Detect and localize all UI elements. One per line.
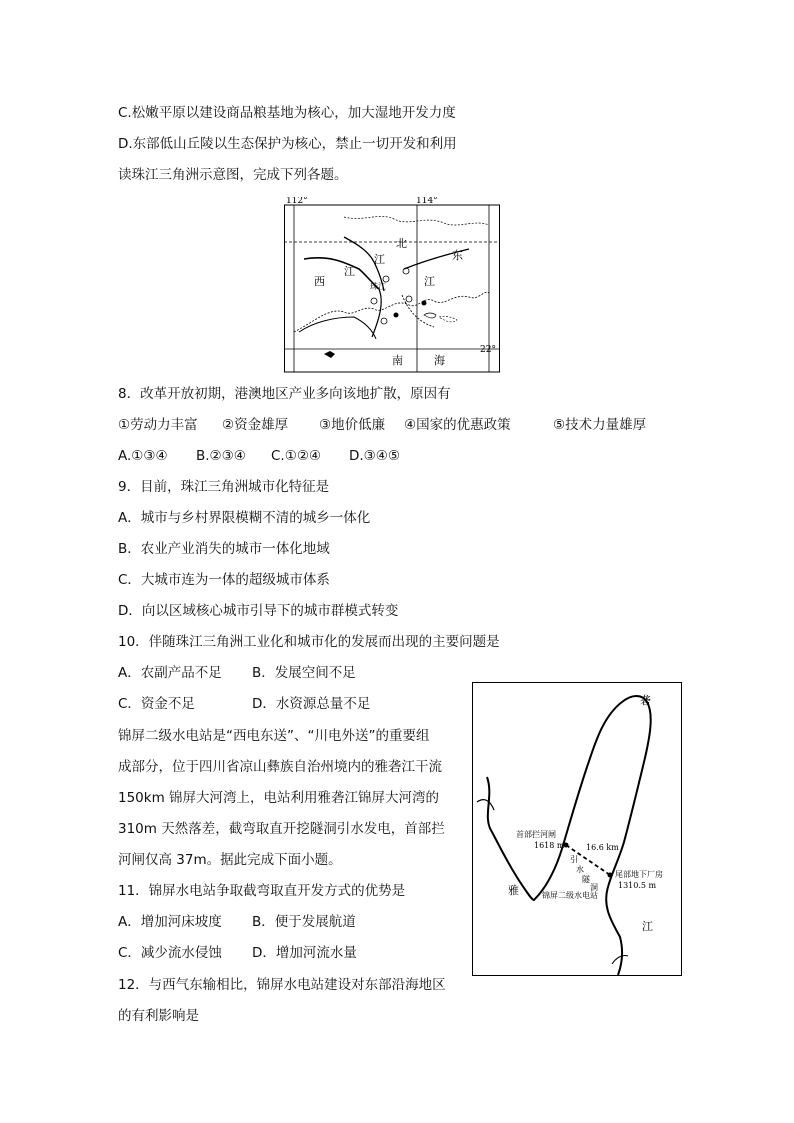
question-12-line-1: 12．与西气东输相比，锦屏水电站建设对东部沿海地区: [118, 977, 446, 993]
river-label-ya: 雅: [508, 884, 519, 897]
map-label-zhujiang: 珠江: [370, 282, 386, 291]
question-8-options: [118, 447, 400, 465]
q8-option-b: B.②③④: [196, 448, 246, 464]
longitude-112-label: 112°: [286, 197, 308, 206]
q8-item-1: ①劳动力丰富: [118, 417, 198, 433]
map-label-jiang-2: 江: [344, 265, 355, 278]
dam-elevation-label: 1618 m: [534, 841, 565, 850]
q9-option-b: B．农业产业消失的城市一体化地域: [118, 541, 330, 557]
question-11: 11．锦屏水电站争取截弯取直开发方式的优势是: [118, 883, 406, 899]
q11-option-b: B．便于发展航道: [252, 914, 356, 930]
q10-option-a: A．农副产品不足: [118, 665, 222, 681]
tunnel-length-label: 16.6 km: [586, 843, 619, 852]
passage-line-2: 成部分，位于四川省凉山彝族自治州境内的雅砻江干流: [118, 759, 442, 775]
q8-item-2: ②资金雄厚: [222, 417, 289, 433]
map-label-dong: 东: [452, 249, 463, 262]
pearl-river-delta-map: [284, 197, 500, 373]
question-10: 10．伴随珠江三角洲工业化和城市化的发展而出现的主要问题是: [118, 634, 500, 650]
question-11-options-row1: [118, 913, 356, 931]
river-label-long: 砻: [640, 694, 651, 707]
question-10-options-row2: [118, 695, 370, 713]
tunnel-char-4: 洞: [590, 883, 598, 892]
q8-item-5: ⑤技术力量雄厚: [553, 417, 647, 433]
passage-line-5: 河闸仅高 37m。据此完成下面小题。: [118, 852, 342, 868]
q11-option-a: A．增加河床坡度: [118, 914, 222, 930]
river-label-jiang: 江: [642, 920, 653, 933]
map-label-hai: 海: [434, 354, 445, 367]
question-11-options-row2: [118, 944, 357, 962]
map-label-jiang-3: 江: [424, 275, 435, 288]
map-label-xi: 西: [314, 275, 325, 288]
map-label-bei: 北: [396, 237, 407, 250]
map-label-nan: 南: [392, 354, 403, 367]
map-intro: 读珠江三角洲示意图，完成下列各题。: [118, 167, 348, 183]
question-12-line-2: 的有利影响是: [118, 1008, 199, 1024]
option-d-prev: D.东部低山丘陵以生态保护为核心，禁止一切开发和利用: [118, 136, 457, 152]
question-9: 9．目前，珠江三角洲城市化特征是: [118, 479, 330, 495]
passage-line-1: 锦屏二级水电站是“西电东送”、“川电外送”的重要组: [118, 728, 430, 744]
q11-option-d: D．增加河流水量: [252, 945, 357, 961]
q10-option-c: C．资金不足: [118, 696, 195, 712]
q11-option-c: C．减少流水侵蚀: [118, 945, 222, 961]
latitude-22-label: 22°: [480, 345, 496, 355]
q9-option-a: A．城市与乡村界限模糊不清的城乡一体化: [118, 510, 371, 526]
question-8-items: [118, 416, 646, 434]
q9-option-d: D．向以区域核心城市引导下的城市群模式转变: [118, 603, 399, 619]
q8-item-4: ④国家的优惠政策: [404, 417, 511, 433]
tunnel-char-2: 水: [576, 865, 584, 874]
q8-option-a: A.①③④: [118, 448, 168, 464]
dam-name-label: 首部拦河闸: [516, 830, 556, 839]
map-label-jiang-1: 江: [374, 253, 385, 266]
q10-option-b: B．发展空间不足: [252, 665, 356, 681]
question-10-options-row1: [118, 664, 356, 682]
plant-elevation-label: 1310.5 m: [618, 881, 657, 890]
option-c-prev: C.松嫩平原以建设商品粮基地为核心，加大湿地开发力度: [118, 105, 456, 121]
q8-option-d: D.③④⑤: [349, 448, 400, 464]
station-name-label: 锦屏二级水电站: [542, 891, 598, 900]
tunnel-char-1: 引: [570, 855, 578, 864]
passage-line-4: 310m 天然落差，截弯取直开挖隧洞引水发电，首部拦: [118, 821, 445, 837]
jinping-hydropower-map: [472, 682, 682, 976]
q8-option-c: C.①②④: [271, 448, 322, 464]
q9-option-c: C．大城市连为一体的超级城市体系: [118, 572, 330, 588]
plant-name-label: 尾部地下厂房: [615, 870, 663, 879]
q10-option-d: D．水资源总量不足: [252, 696, 371, 712]
question-8: 8．改革开放初期，港澳地区产业多向该地扩散，原因有: [118, 386, 451, 402]
passage-line-3: 150km 锦屏大河湾上，电站利用雅砻江锦屏大河湾的: [118, 790, 440, 806]
longitude-114-label: 114°: [416, 197, 438, 206]
q8-item-3: ③地价低廉: [319, 417, 386, 433]
tunnel-char-3: 隧: [582, 875, 590, 884]
